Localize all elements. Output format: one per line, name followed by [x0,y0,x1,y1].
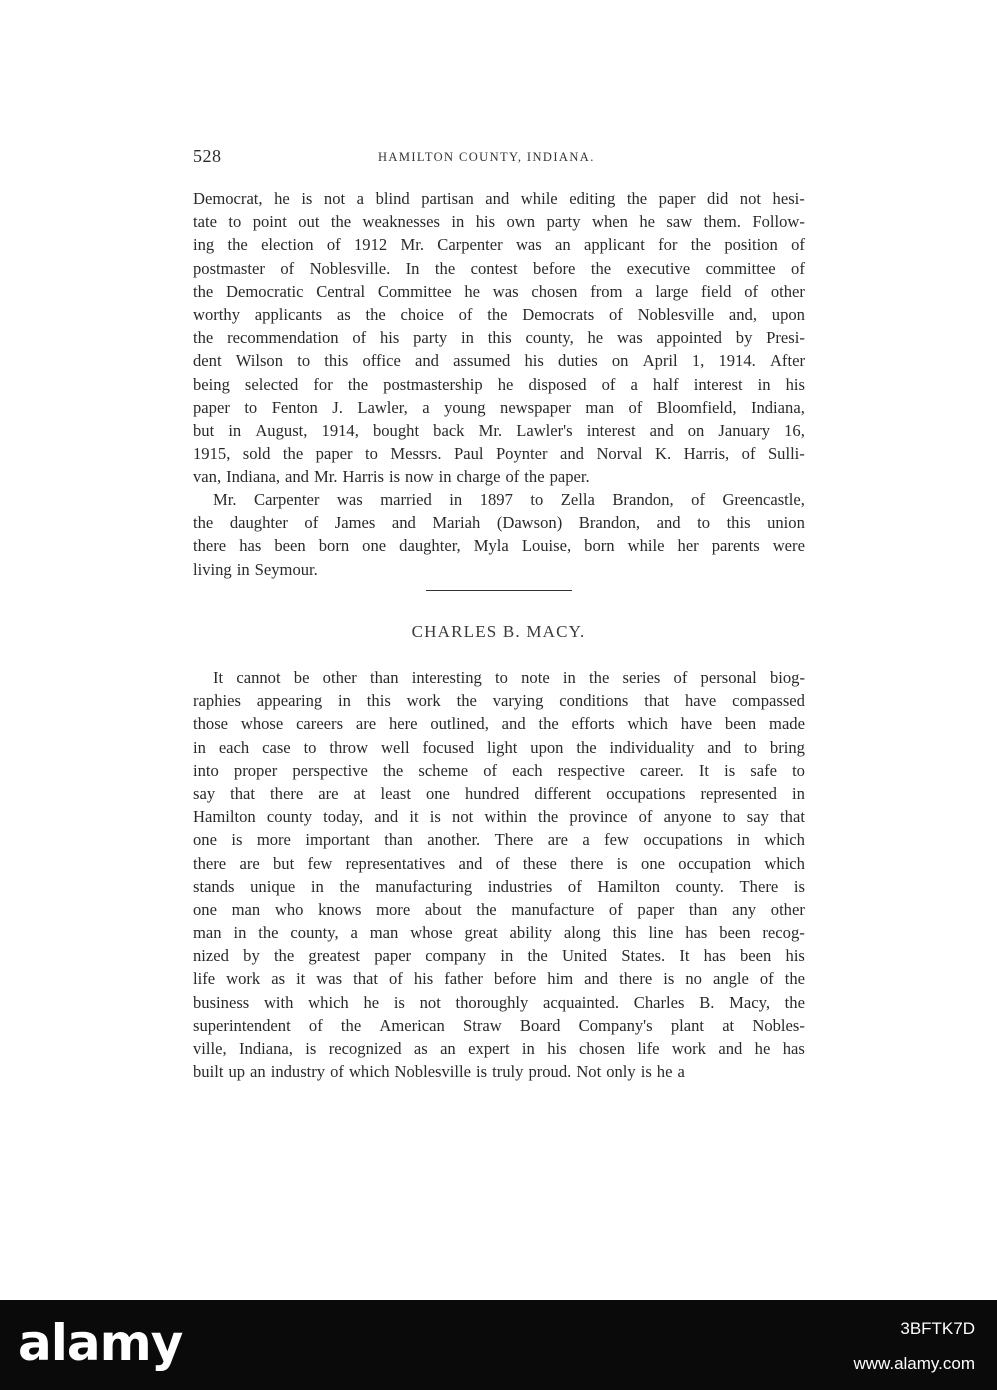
watermark-url: www.alamy.com [853,1354,975,1373]
text-line: life work as it was that of his father before him and there is no angle of the [193,969,805,989]
text-line: one man who knows more about the manufacture of paper than any other [193,899,805,919]
text-line: the recommendation of his party in this county, he was appointed by Presi- [193,328,805,348]
alamy-logo: alamy [18,1314,183,1372]
text-line: in each case to throw well focused light upon the individuality and to bring [193,737,805,757]
text-line: worthy applicants as the choice of the Democrats of Noblesville and, upon [193,304,805,324]
text-line: there has been born one daughter, Myla Louise, born while her parents were [193,536,805,556]
text-line: those whose careers are here outlined, and the efforts which have been made [193,714,805,734]
text-line: It cannot be other than interesting to note in the series of personal biog- [213,668,805,687]
text-line: the Democratic Central Committee he was chosen from a large field of other [193,281,805,301]
text-line: van, Indiana, and Mr. Harris is now in charge of the paper. [193,467,590,487]
paragraph-carpenter-career [193,187,805,488]
text-line: but in August, 1914, bought back Mr. Lawler's interest and on January 16, [193,420,805,440]
text-line: built up an industry of which Noblesville is truly proud. Not only is he a [193,1062,685,1082]
text-line: man in the county, a man whose great ability along this line has been recog- [193,923,805,943]
text-line: the daughter of James and Mariah (Dawson) Brandon, and to this union [193,513,805,533]
image-id: 3BFTK7D [900,1319,975,1338]
text-line: ville, Indiana, is recognized as an expert in his chosen life work and he has [193,1039,805,1058]
page-number: 528 [193,146,222,166]
text-line: Hamilton county today, and it is not within the province of anyone to say that [193,807,805,827]
text-line: there are but few representatives and of these there is one occupation which [193,853,805,873]
text-line: say that there are at least one hundred different occupations represented in [193,783,805,803]
text-line: being selected for the postmastership he disposed of a half interest in his [193,374,805,394]
running-head [193,146,805,170]
text-line: ing the election of 1912 Mr. Carpenter was an applicant for the position of [193,235,805,255]
text-line: nized by the greatest paper company in the United States. It has been his [193,946,805,966]
text-line: living in Seymour. [193,559,318,579]
text-line: raphies appearing in this work the varying conditions that have compassed [193,691,805,711]
text-line: paper to Fenton J. Lawler, a young newspaper man of Bloomfield, Indiana, [193,397,805,417]
text-line: Mr. Carpenter was married in 1897 to Zella Brandon, of Greencastle, [213,490,805,509]
text-line: Democrat, he is not a blind partisan and while editing the paper did not hesi- [193,189,805,208]
text-line: tate to point out the weaknesses in his own party when he saw them. Follow- [193,212,805,232]
text-line: superintendent of the American Straw Board Company's plant at Nobles- [193,1015,805,1035]
text-line: stands unique in the manufacturing industries of Hamilton county. There is [193,876,805,896]
text-line: one is more important than another. There are a few occupations in which [193,830,805,850]
text-line: business with which he is not thoroughly acquainted. Charles B. Macy, the [193,992,805,1012]
text-line: dent Wilson to this office and assumed his duties on April 1, 1914. After [193,351,805,371]
section-heading: CHARLES B. MACY. [411,622,586,641]
text-line: 1915, sold the paper to Messrs. Paul Poynter and Norval K. Harris, of Sulli- [193,444,805,464]
paragraph-macy-intro [193,666,805,1083]
text-line: into proper perspective the scheme of each respective career. It is safe to [193,760,805,780]
watermark-bar [0,1300,997,1390]
running-title: HAMILTON COUNTY, INDIANA. [378,150,595,164]
text-line: postmaster of Noblesville. In the contest before the executive committee of [193,258,805,278]
section-divider [426,590,572,591]
paragraph-carpenter-family [193,488,805,581]
